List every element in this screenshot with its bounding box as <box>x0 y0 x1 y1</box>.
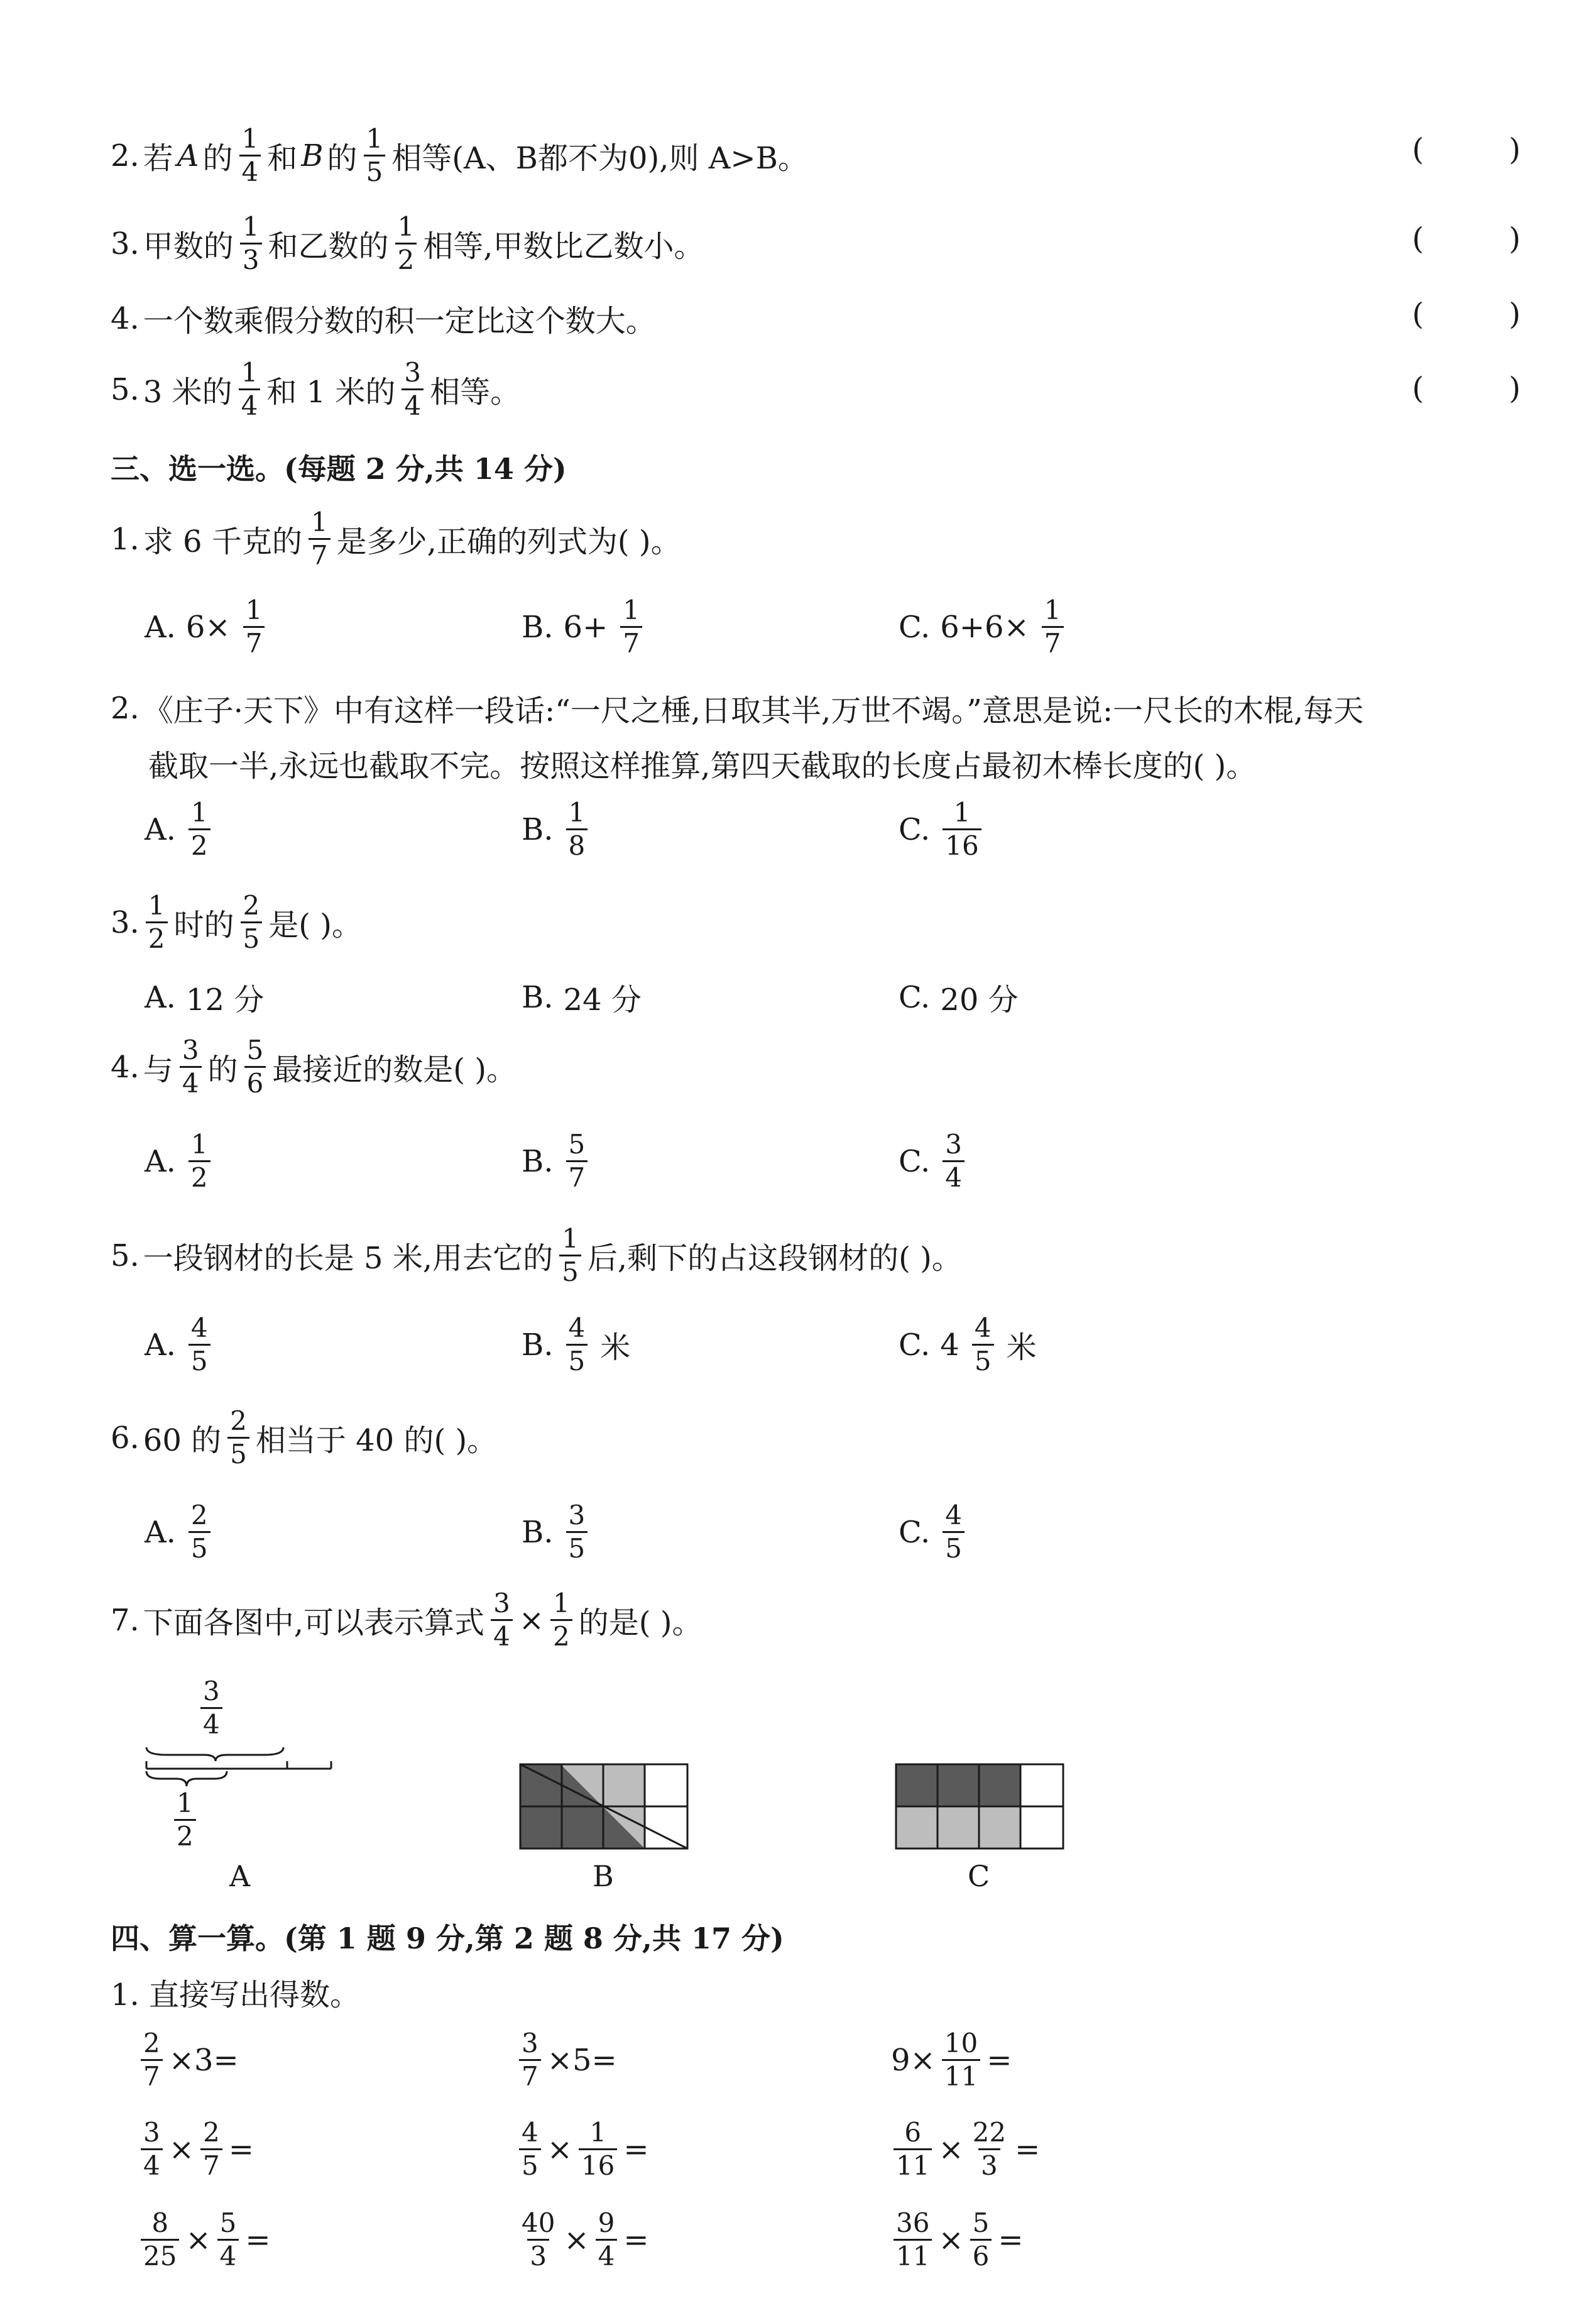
denominator: 7 <box>620 626 642 657</box>
fraction <box>894 2207 932 2272</box>
bottom-brace <box>146 1771 227 1786</box>
fraction <box>566 1131 588 1191</box>
answer-paren[interactable]: ( ) <box>1412 297 1558 332</box>
fraction <box>519 2030 541 2090</box>
choice-q3 <box>111 890 362 954</box>
option-a[interactable] <box>145 1131 213 1191</box>
question-number: 3. <box>111 904 139 940</box>
text: 和 <box>267 141 298 176</box>
denominator: 4 <box>180 1066 202 1097</box>
text: 相等(A、B都不为0),则 A>B。 <box>391 141 808 176</box>
fraction <box>239 357 261 421</box>
text: 与 <box>143 1052 173 1087</box>
option-label: B. <box>522 979 554 1015</box>
fraction <box>189 799 210 859</box>
numerator: 1 <box>245 595 263 625</box>
var-a: A <box>177 138 199 173</box>
numerator: 8 <box>151 2207 169 2238</box>
denominator: 5 <box>364 155 386 185</box>
question-number: 2. <box>111 690 139 726</box>
option-label: C. <box>899 979 931 1015</box>
option-label: A. <box>145 1514 176 1550</box>
fraction <box>972 1312 994 1376</box>
choice-q2-line2 <box>148 742 1256 785</box>
numerator: 4 <box>945 1500 963 1530</box>
option-b[interactable] <box>522 1131 590 1191</box>
text: 6+6× <box>940 609 1029 645</box>
option-b[interactable] <box>522 1502 590 1562</box>
option-text: 20 分 <box>940 982 1019 1018</box>
denominator: 7 <box>566 1160 588 1191</box>
denominator: 4 <box>402 388 424 419</box>
choice-q2 <box>111 686 1364 730</box>
figure-c-caption: C <box>968 1859 990 1893</box>
fraction <box>566 1502 588 1562</box>
section-title: 三、选一选。(每题 2 分,共 14 分) <box>111 452 567 486</box>
text: 是( )。 <box>268 908 362 943</box>
text: 1. 直接写出得数。 <box>111 1977 361 2013</box>
calc-item[interactable] <box>891 2030 1012 2090</box>
choice-q4 <box>111 1037 517 1097</box>
light-region <box>896 1806 1020 1849</box>
denominator: 5 <box>519 2148 541 2179</box>
option-b[interactable] <box>522 975 642 1019</box>
option-label: A. <box>145 1327 176 1363</box>
question-number: 3. <box>111 226 139 261</box>
denominator: 5 <box>189 1531 210 1562</box>
denominator: 3 <box>240 243 262 273</box>
fraction <box>189 1502 210 1562</box>
operator: ×3= <box>168 2042 239 2078</box>
denominator: 5 <box>566 1344 588 1375</box>
numerator: 1 <box>1044 595 1061 625</box>
text: 的 <box>207 1052 238 1087</box>
fraction <box>174 1790 196 1850</box>
question-number: 1. <box>111 521 139 557</box>
numerator: 1 <box>241 357 258 388</box>
numerator: 9 <box>598 2207 615 2238</box>
calc-item[interactable] <box>517 2119 649 2179</box>
fraction <box>180 1037 202 1097</box>
option-c[interactable] <box>899 597 1066 657</box>
operator: = <box>998 2222 1024 2258</box>
numerator: 1 <box>177 1788 194 1818</box>
fraction <box>566 799 588 859</box>
text: 甲数的 <box>143 229 234 264</box>
fraction <box>970 2119 1008 2179</box>
option-a[interactable] <box>145 597 267 657</box>
fraction <box>146 890 168 954</box>
text: 和乙数的 <box>268 229 389 264</box>
choice-q5 <box>111 1223 962 1287</box>
option-label: B. <box>522 811 554 847</box>
fraction <box>620 597 642 657</box>
numerator: 4 <box>974 1312 992 1343</box>
option-label: C. <box>899 811 931 847</box>
text: 6× <box>185 609 231 645</box>
fraction <box>395 211 417 275</box>
fraction <box>141 2119 163 2179</box>
numerator: 3 <box>522 2028 538 2058</box>
numerator: 1 <box>241 123 259 154</box>
fraction <box>579 2119 617 2179</box>
text: 6+ <box>563 609 608 645</box>
calc-item[interactable] <box>517 2207 649 2272</box>
fraction <box>200 2119 222 2179</box>
question-number: 6. <box>111 1420 139 1456</box>
choice-q7 <box>111 1590 702 1650</box>
calc-item[interactable] <box>138 2207 271 2272</box>
text: 截取一半,永远也截取不完。按照这样推算,第四天截取的长度占最初木棒长度的( )。 <box>148 749 1257 784</box>
numerator: 3 <box>568 1500 586 1530</box>
brace-diagram <box>141 1741 355 1867</box>
text: 是多少,正确的列式为( )。 <box>336 524 681 559</box>
denominator: 11 <box>894 2239 932 2270</box>
denominator: 25 <box>141 2239 179 2270</box>
fraction <box>227 1405 249 1470</box>
calc-item[interactable] <box>138 2030 239 2090</box>
numerator: 2 <box>143 2028 160 2058</box>
option-a[interactable] <box>145 1312 213 1376</box>
numerator: 3 <box>143 2117 160 2148</box>
option-b[interactable] <box>522 799 590 859</box>
operand: 9× <box>891 2042 936 2078</box>
numerator: 3 <box>203 1676 220 1706</box>
denominator: 7 <box>1042 626 1064 657</box>
option-label: C. <box>899 609 931 645</box>
text: 的是( )。 <box>578 1605 702 1640</box>
fraction <box>943 1131 965 1191</box>
option-b[interactable] <box>522 597 645 657</box>
denominator: 11 <box>942 2059 980 2090</box>
operator: = <box>623 2131 649 2167</box>
fraction <box>189 1131 210 1191</box>
whole-number: 4 <box>940 1327 959 1363</box>
option-label: A. <box>145 609 176 645</box>
text: 最接近的数是( )。 <box>272 1052 517 1087</box>
denominator: 7 <box>243 626 265 657</box>
numerator: 1 <box>190 1129 208 1160</box>
question-number: 7. <box>111 1602 139 1638</box>
text: 后,剩下的占这段钢材的( )。 <box>587 1241 962 1276</box>
denominator: 3 <box>527 2239 549 2270</box>
denominator: 2 <box>146 921 168 952</box>
fraction <box>200 1678 222 1738</box>
calc-item[interactable] <box>138 2119 254 2179</box>
question-number: 5. <box>111 371 139 407</box>
fraction <box>519 2119 541 2179</box>
text: 求 6 千克的 <box>143 524 302 559</box>
fraction <box>943 799 981 859</box>
numerator: 4 <box>190 1312 208 1343</box>
option-c[interactable] <box>899 1502 967 1562</box>
answer-paren[interactable]: ( ) <box>1412 132 1558 167</box>
numerator: 2 <box>202 2117 220 2148</box>
option-text: 24 分 <box>563 982 642 1018</box>
fraction <box>491 1590 513 1650</box>
operator: ×5= <box>547 2042 617 2078</box>
option-label: A. <box>145 1143 176 1179</box>
figure-c[interactable] <box>895 1763 1064 1850</box>
choice-q1 <box>111 509 681 569</box>
numerator: 2 <box>243 890 260 921</box>
numerator: 22 <box>972 2117 1007 2148</box>
operator: = <box>1015 2131 1041 2167</box>
fraction <box>241 890 263 954</box>
fraction <box>141 2207 179 2272</box>
denominator: 2 <box>550 1619 572 1650</box>
answer-paren[interactable]: ( ) <box>1412 221 1558 256</box>
numerator: 4 <box>522 2117 538 2148</box>
numerator: 1 <box>623 595 640 625</box>
option-label: B. <box>522 1514 554 1550</box>
question-number: 2. <box>111 138 139 173</box>
denominator: 5 <box>943 1531 965 1562</box>
numerator: 1 <box>553 1588 570 1618</box>
text: 相等,甲数比乙数小。 <box>423 229 704 264</box>
option-label: C. <box>899 1143 931 1179</box>
option-c[interactable] <box>899 975 1019 1019</box>
text: 相当于 40 的( )。 <box>255 1423 498 1458</box>
figure-a-caption: A <box>229 1859 251 1893</box>
calc-item[interactable] <box>891 2207 1024 2272</box>
operator: × <box>564 2222 589 2258</box>
text: 一个数乘假分数的积一定比这个数大。 <box>143 304 656 339</box>
figure-b-caption: B <box>593 1859 614 1893</box>
judge-q3 <box>111 211 704 275</box>
fraction <box>550 1590 572 1650</box>
text: 下面各图中,可以表示算式 <box>143 1605 485 1640</box>
numerator: 1 <box>190 797 208 828</box>
option-a[interactable] <box>145 799 213 859</box>
numerator: 1 <box>366 123 383 154</box>
fraction <box>566 1312 588 1376</box>
denominator: 5 <box>227 1437 249 1468</box>
unit: 米 <box>600 1330 631 1365</box>
operator: = <box>245 2222 271 2258</box>
numerator: 1 <box>953 797 971 828</box>
numerator: 3 <box>945 1129 963 1160</box>
denominator: 5 <box>241 921 263 952</box>
option-c[interactable] <box>899 799 984 859</box>
denominator: 4 <box>200 1707 222 1738</box>
denominator: 5 <box>566 1531 588 1562</box>
operator: × <box>547 2131 572 2167</box>
figure-a[interactable] <box>141 1678 355 1879</box>
option-label: B. <box>522 1143 554 1179</box>
denominator: 4 <box>596 2239 618 2270</box>
fraction <box>943 1502 965 1562</box>
fraction <box>239 123 261 187</box>
question-number: 4. <box>111 1049 139 1085</box>
numerator: 5 <box>568 1129 586 1160</box>
fraction <box>559 1223 581 1287</box>
denominator: 4 <box>943 1160 965 1191</box>
operator: = <box>228 2131 254 2167</box>
text: 的 <box>202 141 233 176</box>
fraction <box>364 123 386 187</box>
fraction <box>970 2207 992 2272</box>
operator: × <box>185 2222 211 2258</box>
choice-q6 <box>111 1405 498 1470</box>
denominator: 6 <box>244 1066 266 1097</box>
fraction <box>244 1037 266 1097</box>
denominator: 8 <box>566 828 588 859</box>
fraction <box>189 1312 210 1376</box>
option-label: B. <box>522 1327 554 1363</box>
operator: × <box>938 2222 964 2258</box>
denominator: 7 <box>200 2148 222 2179</box>
numerator: 1 <box>397 211 415 242</box>
option-c[interactable] <box>899 1131 967 1191</box>
fraction <box>141 2030 163 2090</box>
fraction <box>1042 597 1064 657</box>
numerator: 4 <box>568 1312 586 1343</box>
option-label: C. <box>899 1327 931 1363</box>
denominator: 7 <box>519 2059 541 2090</box>
var-b: B <box>301 138 324 173</box>
calc-item[interactable] <box>517 2030 617 2090</box>
option-label: A. <box>145 979 176 1015</box>
figure-b[interactable] <box>519 1763 689 1850</box>
text: 若 <box>143 141 173 176</box>
text: × <box>518 1602 545 1638</box>
text: 时的 <box>173 908 234 943</box>
option-c[interactable] <box>899 1312 1037 1376</box>
option-label: B. <box>522 609 554 645</box>
option-text: 12 分 <box>185 982 265 1018</box>
subsection-title <box>111 1970 360 2014</box>
numerator: 3 <box>404 357 422 388</box>
denominator: 16 <box>943 828 981 859</box>
denominator: 2 <box>189 1160 210 1191</box>
denominator: 6 <box>970 2239 992 2270</box>
question-number: 4. <box>111 300 139 336</box>
text: 的 <box>327 141 358 176</box>
operator: = <box>623 2222 649 2258</box>
numerator: 6 <box>904 2117 922 2148</box>
text: 相等。 <box>430 375 521 410</box>
numerator: 1 <box>589 2117 607 2148</box>
fraction <box>942 2030 980 2090</box>
denominator: 4 <box>141 2148 163 2179</box>
fraction <box>519 2207 557 2272</box>
denominator: 7 <box>141 2059 163 2090</box>
fraction <box>596 2207 618 2272</box>
fraction <box>217 2207 239 2272</box>
numerator: 3 <box>182 1035 199 1065</box>
fraction <box>240 211 262 275</box>
option-a[interactable] <box>145 1502 213 1562</box>
numerator: 3 <box>493 1588 510 1618</box>
fraction <box>309 509 331 569</box>
denominator: 4 <box>491 1619 513 1650</box>
operator: × <box>168 2131 194 2167</box>
numerator: 1 <box>148 890 165 921</box>
denominator: 2 <box>174 1819 196 1850</box>
numerator: 40 <box>522 2207 555 2238</box>
question-number: 5. <box>111 1238 139 1273</box>
denominator: 7 <box>309 538 331 569</box>
operator: = <box>987 2042 1012 2078</box>
answer-paren[interactable]: ( ) <box>1412 371 1558 406</box>
denominator: 4 <box>239 388 261 419</box>
numerator: 1 <box>562 1223 579 1254</box>
option-label: C. <box>899 1514 931 1550</box>
denominator: 16 <box>579 2148 617 2179</box>
judge-q4 <box>111 297 656 340</box>
text: 和 1 米的 <box>266 375 396 410</box>
denominator: 11 <box>894 2148 932 2179</box>
numerator: 5 <box>219 2207 237 2238</box>
top-brace <box>146 1747 283 1761</box>
dark-region <box>896 1764 1020 1806</box>
numerator: 2 <box>190 1500 208 1530</box>
numerator: 1 <box>310 507 328 537</box>
judge-q2 <box>111 123 808 187</box>
operator: × <box>938 2131 964 2167</box>
judge-q5 <box>111 357 521 421</box>
text: 60 的 <box>143 1423 222 1458</box>
denominator: 2 <box>395 243 417 273</box>
numerator: 36 <box>896 2207 930 2238</box>
unit: 米 <box>1006 1330 1037 1365</box>
calc-item[interactable] <box>891 2119 1040 2179</box>
text: 3 米的 <box>143 375 232 410</box>
section-title: 四、算一算。(第 1 题 9 分,第 2 题 8 分,共 17 分) <box>111 1921 784 1955</box>
denominator: 5 <box>189 1344 210 1375</box>
numerator: 1 <box>568 797 586 828</box>
numerator: 10 <box>944 2028 978 2058</box>
denominator: 4 <box>217 2239 239 2270</box>
denominator: 4 <box>239 155 261 185</box>
numerator: 5 <box>246 1035 264 1065</box>
numerator: 5 <box>972 2207 990 2238</box>
fraction <box>243 597 265 657</box>
fraction <box>894 2119 932 2179</box>
denominator: 5 <box>559 1255 581 1285</box>
option-a[interactable] <box>145 975 264 1019</box>
denominator: 2 <box>189 828 210 859</box>
numerator: 2 <box>230 1405 247 1436</box>
numerator: 1 <box>242 211 260 242</box>
denominator: 5 <box>972 1344 994 1375</box>
option-b[interactable] <box>522 1312 631 1376</box>
fraction <box>402 357 424 421</box>
text: 一段钢材的长是 5 米,用去它的 <box>143 1241 554 1276</box>
text: 《庄子·天下》中有这样一段话:“一尺之棰,日取其半,万世不竭。”意思是说:一尺长的木棍,每天 <box>143 693 1364 728</box>
option-label: A. <box>145 811 176 847</box>
denominator: 3 <box>978 2148 1000 2179</box>
